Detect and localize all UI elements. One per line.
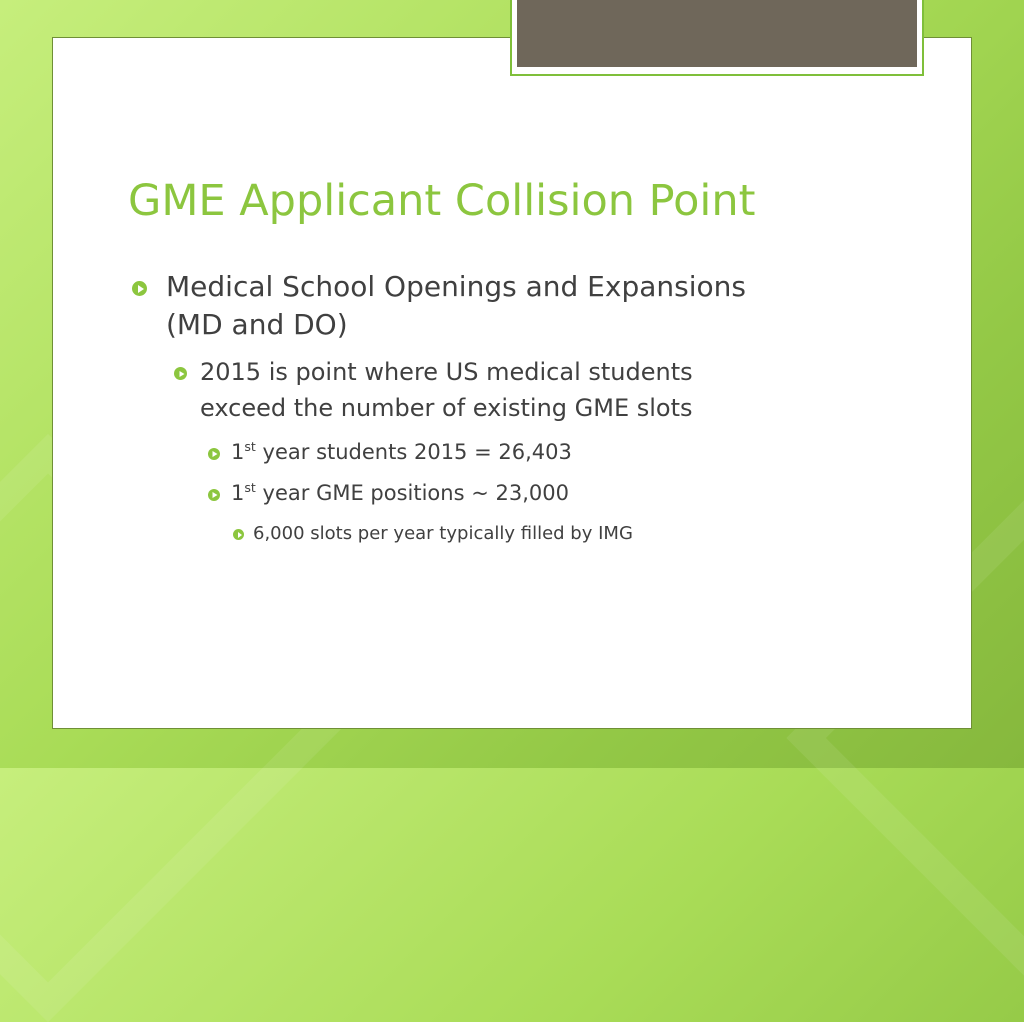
- arrow-circle-bullet-icon: [174, 367, 187, 380]
- bullet-text: 1st year GME positions ~ 23,000: [231, 480, 569, 505]
- bullet-text-line-2: (MD and DO): [166, 308, 348, 341]
- arrow-circle-bullet-icon: [208, 448, 220, 460]
- decorative-photo-placeholder: [517, 0, 917, 67]
- slide-title: GME Applicant Collision Point: [128, 176, 756, 226]
- bullet-text: 1st year students 2015 = 26,403: [231, 439, 572, 464]
- arrow-circle-bullet-icon: [132, 281, 147, 296]
- bullet-text: 6,000 slots per year typically filled by IMG: [253, 523, 633, 544]
- bullet-text-line-1: Medical School Openings and Expansions: [166, 270, 746, 303]
- bullet-text-line-1: 2015 is point where US medical students: [200, 358, 693, 386]
- arrow-circle-bullet-icon: [208, 489, 220, 501]
- bullet-text-line-2: exceed the number of existing GME slots: [200, 394, 693, 422]
- arrow-circle-bullet-icon: [233, 529, 244, 540]
